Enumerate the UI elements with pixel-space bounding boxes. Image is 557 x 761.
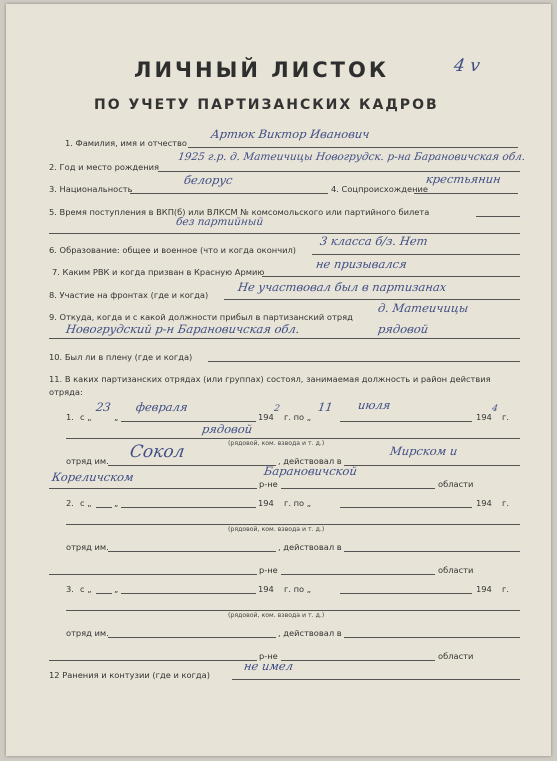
entry-1-district: Кореличском [51, 470, 135, 484]
entry-3-unit-line [108, 637, 276, 638]
entry-3-to-month-line [340, 593, 472, 594]
entry-2-to-month-line [340, 507, 472, 508]
entry-2-day-line [96, 507, 112, 508]
field-7-label: 7. Каким РВК и когда призван в Красную Армию [52, 267, 265, 277]
field-8-line [224, 299, 520, 300]
field-6-value: 3 класса б/з. Нет [319, 234, 429, 248]
field-1-line [188, 147, 518, 148]
entry-3-year-prefix: 194 [258, 584, 274, 594]
entry-1-district-label: р-не [259, 479, 278, 489]
field-9-value-3: рядовой [377, 322, 430, 336]
field-7-line [262, 276, 520, 277]
field-12-line [232, 679, 520, 680]
entry-1-to-label: г. по „ [284, 412, 312, 422]
field-4-label: 4. Соцпроисхождение [331, 184, 429, 194]
field-9-label: 9. Откуда, когда и с какой должности прибыл в партизанский отряд [49, 312, 353, 322]
entry-1-day-sep: „ [114, 412, 119, 422]
entry-3-district-label: р-не [259, 651, 278, 661]
field-2-label: 2. Год и место рождения [49, 162, 160, 172]
entry-3-district-line [49, 660, 257, 661]
field-9-value-1: д. Матеичицы [377, 301, 470, 315]
entry-3-day-line [96, 593, 112, 594]
personal-record-sheet [6, 4, 551, 756]
field-9-line [49, 338, 520, 339]
field-11-label: 11. В каких партизанских отрядах (или группах) состоял, занимаемая должность и район действия отряда: [49, 374, 491, 397]
entry-2-year-prefix: 194 [258, 498, 274, 508]
entry-3-region-line [281, 660, 435, 661]
entry-3-year-suffix: г. [502, 584, 509, 594]
entry-1-unit: Сокол [128, 442, 186, 462]
entry-2-role-caption: (рядовой, ком. взвода и т. д.) [228, 526, 325, 533]
entry-3-acted-label: , действовал в [278, 628, 342, 638]
entry-2-acted-line [344, 551, 520, 552]
field-3-value: белорус [183, 173, 234, 187]
entry-1-role-line [66, 438, 520, 439]
entry-3-unit-label: отряд им. [66, 628, 109, 638]
entry-2-region-label: области [438, 565, 474, 575]
field-5-value: без партийный [175, 216, 264, 228]
entry-3-acted-line [344, 637, 520, 638]
field-3-line [130, 193, 328, 194]
entry-3-number: 3. [66, 584, 74, 594]
field-1-value: Артюк Виктор Иванович [210, 127, 371, 141]
entry-1-district-line [49, 488, 257, 489]
entry-1-year-suffix: г. [502, 412, 509, 422]
field-5-label: 5. Время поступления в ВКП(б) или ВЛКСМ № комсомольского или партийного билета [49, 207, 430, 217]
entry-2-month-line [121, 507, 256, 508]
entry-1-to-day: 11 [317, 400, 334, 414]
entry-1-unit-label: отряд им. [66, 456, 109, 466]
entry-1-role: рядовой [201, 422, 254, 436]
field-8-label: 8. Участие на фронтах (где и когда) [49, 290, 209, 300]
entry-2-unit-line [108, 551, 276, 552]
field-12-value: не имел [243, 659, 295, 673]
entry-3-to-label: г. по „ [284, 584, 312, 594]
field-1-label: 1. Фамилия, имя и отчество [65, 138, 187, 148]
entry-2-number: 2. [66, 498, 74, 508]
field-2-value: 1925 г.р. д. Матеичицы Новогрудск. р-на Барановичская обл. [177, 151, 527, 163]
field-9-value-2: Новогрудский р-н Барановичская обл. [65, 322, 301, 336]
entry-1-from-day: 23 [95, 400, 112, 414]
entry-1-from-label: с „ [80, 412, 92, 422]
entry-2-year-suffix: г. [502, 498, 509, 508]
entry-2-to-year-prefix: 194 [476, 498, 492, 508]
field-6-label: 6. Образование: общее и военное (что и когда окончил) [49, 245, 297, 255]
field-12-label: 12 Ранения и контузии (где и когда) [49, 670, 210, 680]
entry-3-role-caption: (рядовой, ком. взвода и т. д.) [228, 612, 325, 619]
entry-2-role-line [66, 524, 520, 525]
field-8-value: Не участвовал был в партизанах [237, 280, 448, 294]
entry-3-from-label: с „ [80, 584, 92, 594]
entry-1-from-month: февраля [135, 400, 189, 414]
entry-1-region-line [281, 488, 435, 489]
entry-2-day-sep: „ [114, 498, 119, 508]
entry-1-to-year-prefix: 194 [476, 412, 492, 422]
entry-1-unit-line [108, 465, 276, 466]
entry-1-region: Барановичской [263, 464, 358, 478]
entry-2-district-label: р-не [259, 565, 278, 575]
entry-1-number: 1. [66, 412, 74, 422]
field-10-label: 10. Был ли в плену (где и когда) [49, 352, 193, 362]
entry-3-to-year-prefix: 194 [476, 584, 492, 594]
entry-1-to-month: июля [357, 398, 392, 412]
entry-1-acted: Мирском и [389, 444, 459, 458]
field-5-line-a [476, 216, 520, 217]
page-title: ЛИЧНЫЙ ЛИСТОК [134, 58, 389, 82]
entry-1-year-prefix: 194 [258, 412, 274, 422]
entry-2-unit-label: отряд им. [66, 542, 109, 552]
entry-3-region-label: области [438, 651, 474, 661]
field-10-line [208, 361, 520, 362]
field-5-line-b [49, 233, 520, 234]
entry-1-from-year: 2 [273, 404, 281, 414]
entry-2-to-label: г. по „ [284, 498, 312, 508]
entry-3-month-line [121, 593, 256, 594]
entry-1-acted-line [344, 465, 520, 466]
page-subtitle: ПО УЧЕТУ ПАРТИЗАНСКИХ КАДРОВ [94, 97, 439, 113]
entry-3-role-line [66, 610, 520, 611]
entry-1-to-year: 4 [491, 404, 499, 414]
entry-1-to-month-line [340, 421, 472, 422]
field-6-line [312, 254, 520, 255]
entry-2-acted-label: , действовал в [278, 542, 342, 552]
field-4-value: крестьянин [425, 172, 502, 186]
entry-2-from-label: с „ [80, 498, 92, 508]
title-handwritten-mark: 4 v [452, 56, 482, 76]
entry-2-district-line [49, 574, 257, 575]
entry-1-region-label: области [438, 479, 474, 489]
field-4-line [414, 193, 518, 194]
entry-1-acted-label: , действовал в [278, 456, 342, 466]
entry-1-role-caption: (рядовой, ком. взвода и т. д.) [228, 440, 325, 447]
field-3-label: 3. Национальность [49, 184, 133, 194]
entry-3-day-sep: „ [114, 584, 119, 594]
entry-2-region-line [281, 574, 435, 575]
field-7-value: не призывался [315, 257, 408, 271]
